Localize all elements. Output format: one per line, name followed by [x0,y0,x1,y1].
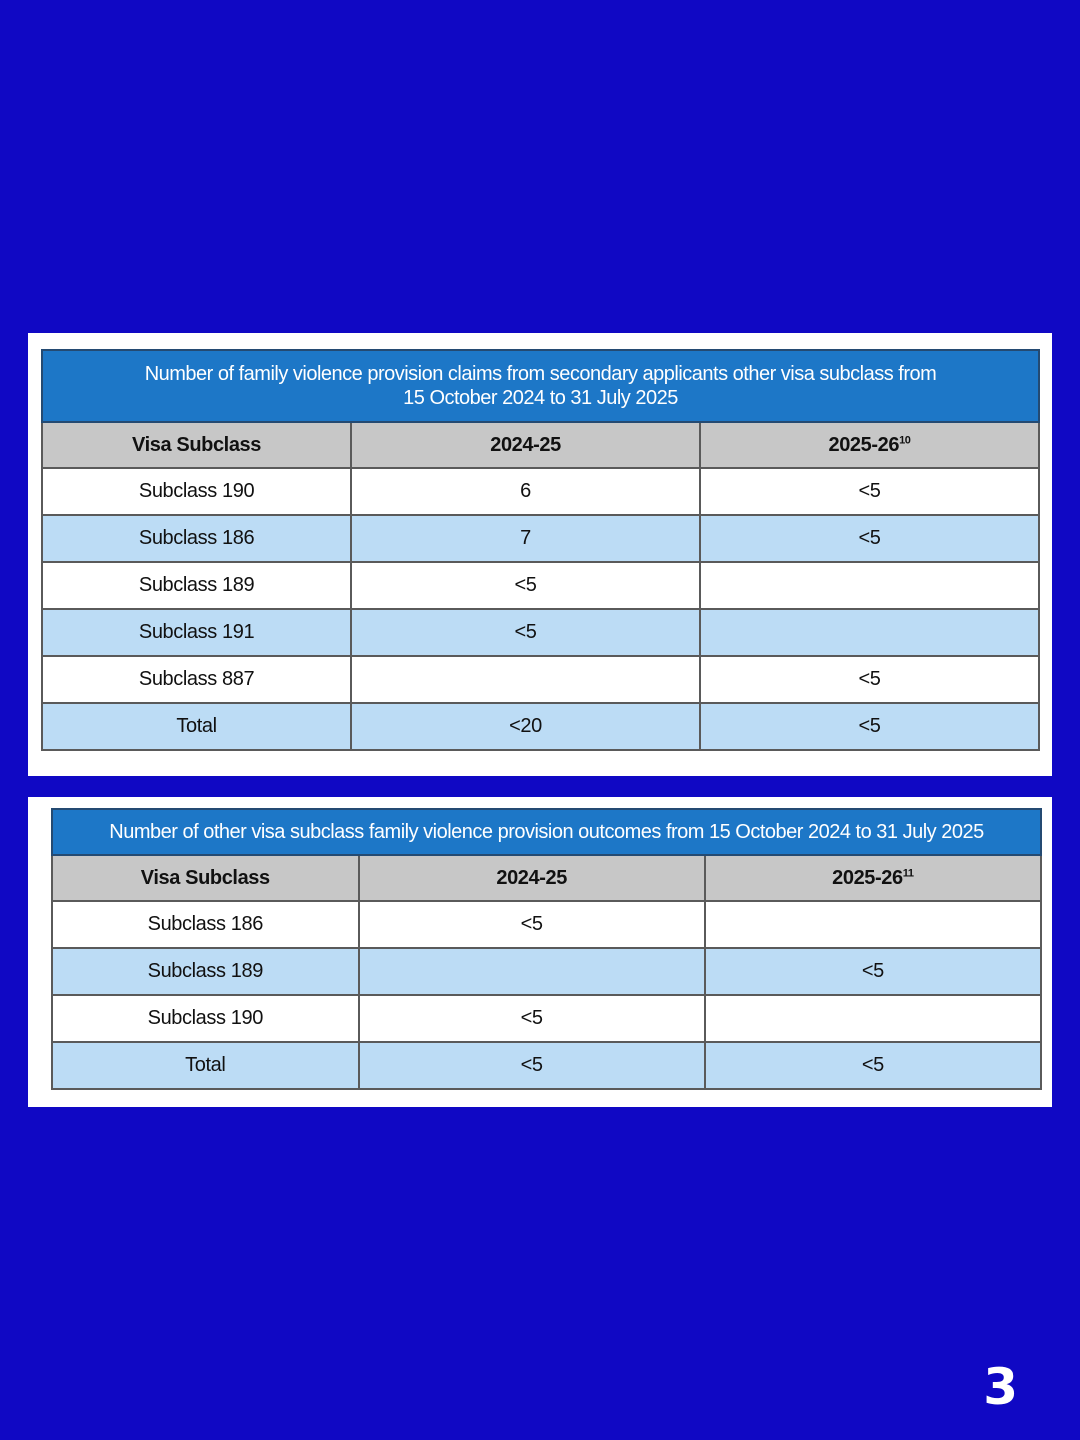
cell-subclass: Subclass 189 [52,948,359,995]
cell-2024-25: <5 [359,995,705,1042]
table-caption: Number of other visa subclass family violence provision outcomes from 15 October 2024 to 31 July 2025 [52,809,1041,855]
table-caption-row [52,809,1041,855]
cell-2025-26: <5 [700,656,1039,703]
page-number: 3 [983,1358,1018,1416]
table-row [42,562,1039,609]
header-2025-26 [700,422,1039,468]
header-2025-26-label: 2025-26 [828,433,900,456]
cell-2024-25: <5 [351,562,700,609]
cell-subclass: Subclass 191 [42,609,351,656]
caption-line-2: 15 October 2024 to 31 July 2025 [403,387,678,409]
outcomes-table [51,808,1042,1090]
header-row [52,855,1041,901]
cell-2024-25: <5 [359,901,705,948]
header-visa-subclass: Visa Subclass [52,855,359,901]
cell-2025-26: <5 [700,468,1039,515]
cell-subclass: Subclass 186 [52,901,359,948]
cell-subclass: Subclass 190 [42,468,351,515]
cell-2025-26: <5 [705,948,1041,995]
table-panel-outcomes [28,797,1052,1107]
table-row [42,468,1039,515]
cell-subclass: Subclass 887 [42,656,351,703]
table-row [52,948,1041,995]
cell-2025-26 [705,901,1041,948]
cell-subclass: Total [52,1042,359,1089]
cell-2025-26: <5 [705,1042,1041,1089]
header-2024-25: 2024-25 [359,855,705,901]
header-row [42,422,1039,468]
table-row [52,901,1041,948]
cell-2024-25: <5 [351,609,700,656]
total-row [52,1042,1041,1089]
header-2024-25: 2024-25 [351,422,700,468]
table-row [42,656,1039,703]
cell-2024-25: <20 [351,703,700,750]
cell-2025-26 [700,609,1039,656]
claims-table [41,349,1040,751]
cell-2024-25: <5 [359,1042,705,1089]
footnote-marker: 10 [899,433,911,446]
header-visa-subclass: Visa Subclass [42,422,351,468]
cell-2024-25 [359,948,705,995]
cell-subclass: Subclass 186 [42,515,351,562]
header-2025-26-label: 2025-26 [832,866,903,889]
header-2025-26 [705,855,1041,901]
footnote-marker: 11 [902,866,914,879]
cell-subclass: Total [42,703,351,750]
caption-line-1: Number of family violence provision claims from secondary applicants other visa subclass from [144,363,937,385]
cell-2025-26: <5 [700,703,1039,750]
cell-2024-25: 6 [351,468,700,515]
cell-subclass: Subclass 190 [52,995,359,1042]
cell-2025-26: <5 [700,515,1039,562]
table-row [52,995,1041,1042]
table-caption-row [42,350,1039,422]
table-panel-claims [28,333,1052,776]
table-row [42,609,1039,656]
table-caption [42,350,1039,422]
total-row [42,703,1039,750]
cell-2025-26 [700,562,1039,609]
cell-2024-25 [351,656,700,703]
cell-2025-26 [705,995,1041,1042]
table-row [42,515,1039,562]
cell-2024-25: 7 [351,515,700,562]
cell-subclass: Subclass 189 [42,562,351,609]
